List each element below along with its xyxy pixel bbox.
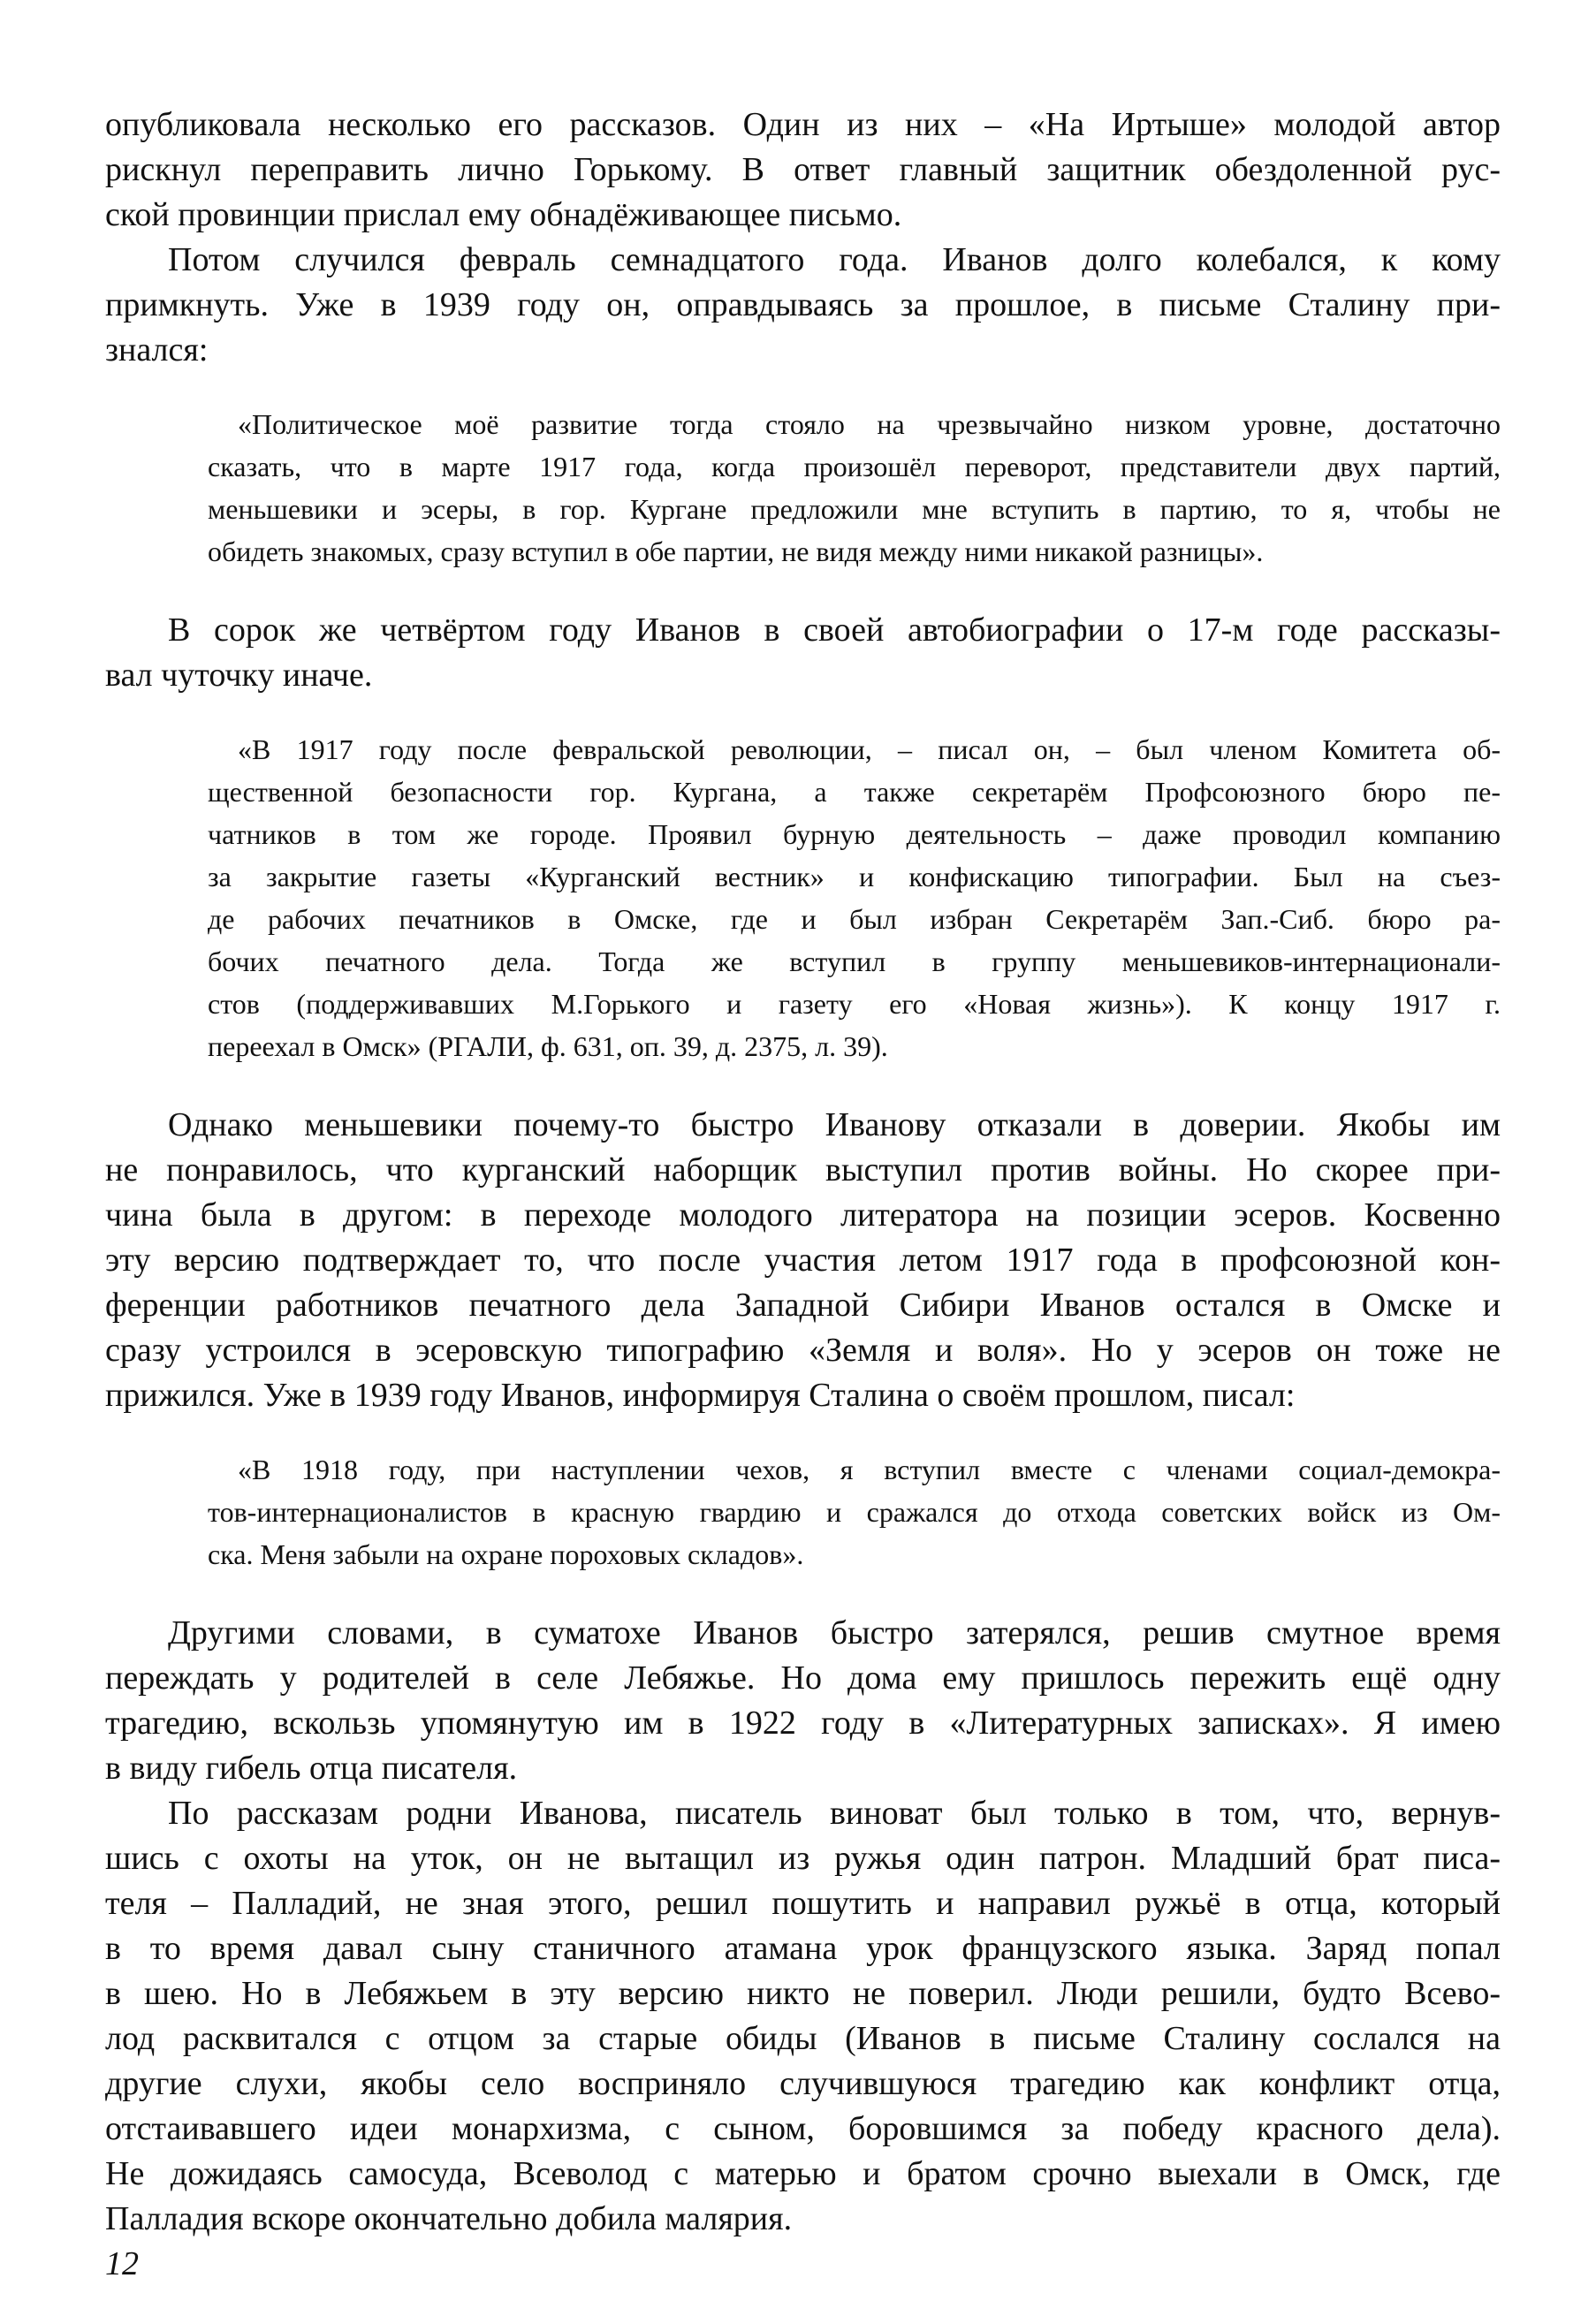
page-number: 12 <box>105 2245 139 2282</box>
paragraph <box>105 103 1501 238</box>
text-line: не понравилось, что курганский наборщик выступил против войны. Но скорее при- <box>105 1151 1501 1188</box>
text-line: в то время давал сыну станичного атамана урок французского языка. Заряд попал <box>105 1930 1501 1967</box>
text-line: чина была в другом: в переходе молодого литератора на позиции эсеров. Косвенно <box>105 1196 1501 1234</box>
text-line: Не дожидаясь самосуда, Всеволод с матерью и братом срочно выехали в Омск, где <box>105 2155 1501 2192</box>
text-line: переехал в Омск» (РГАЛИ, ф. 631, оп. 39, д. 2375, л. 39). <box>208 1030 888 1062</box>
text-line: знался: <box>105 331 209 368</box>
text-line: чатников в том же городе. Проявил бурную деятельность – даже проводил компанию <box>208 818 1501 850</box>
paragraph <box>105 238 1501 373</box>
paragraph <box>105 1611 1501 1791</box>
text-line: другие слухи, якобы село восприняло случившуюся трагедию как конфликт отца, <box>105 2065 1501 2102</box>
text-line: опубликовала несколько его рассказов. Один из них – «На Иртыше» молодой автор <box>105 106 1501 143</box>
text-line: трагедию, вскользь упомянутую им в 1922 году в «Литературных записках». Я имею <box>105 1705 1501 1742</box>
text-line: щественной безопасности гор. Кургана, а также секретарём Профсоюзного бюро пе- <box>208 776 1501 808</box>
text-line: Другими словами, в суматохе Иванов быстро затерялся, решив смутное время <box>168 1614 1501 1652</box>
page-body <box>105 103 1501 2242</box>
text-line: «В 1917 году после февральской революции, – писал он, – был членом Комитета об- <box>238 733 1501 765</box>
text-line: шись с охоты на уток, он не вытащил из ружья один патрон. Младший брат писа- <box>105 1840 1501 1877</box>
paragraph <box>105 1103 1501 1418</box>
text-line: рискнул переправить лично Горькому. В ответ главный защитник обездоленной рус- <box>105 151 1501 188</box>
text-line: ска. Меня забыли на охране пороховых складов». <box>208 1538 804 1570</box>
text-line: Однако меньшевики почему-то быстро Иванову отказали в доверии. Якобы им <box>168 1106 1501 1143</box>
text-line: эту версию подтверждает то, что после участия летом 1917 года в профсоюзной кон- <box>105 1242 1501 1279</box>
paragraph <box>105 1791 1501 2242</box>
text-line: лод расквитался с отцом за старые обиды (Иванов в письме Сталину сослался на <box>105 2020 1501 2057</box>
text-line: сказать, что в марте 1917 года, когда произошёл переворот, представители двух партий, <box>208 451 1501 482</box>
text-line: Палладия вскоре окончательно добила малярия. <box>105 2200 793 2237</box>
text-line: переждать у родителей в селе Лебяжье. Но дома ему пришлось пережить ещё одну <box>105 1659 1501 1697</box>
text-line: ской провинции прислал ему обнадёживающее письмо. <box>105 196 902 233</box>
text-line: бочих печатного дела. Тогда же вступил в группу меньшевиков-интернационали- <box>208 945 1501 977</box>
text-line: обидеть знакомых, сразу вступил в обе партии, не видя между ними никакой разницы». <box>208 535 1264 567</box>
text-line: прижился. Уже в 1939 году Иванов, информируя Сталина о своём прошлом, писал: <box>105 1377 1296 1414</box>
text-line: тов-интернационалистов в красную гвардию и сражался до отхода советских войск из Ом- <box>208 1496 1501 1528</box>
block-quote <box>208 1448 1501 1576</box>
text-line: примкнуть. Уже в 1939 году он, оправдываясь за прошлое, в письме Сталину при- <box>105 286 1501 323</box>
text-line: отстаивавшего идеи монархизма, с сыном, боровшимся за победу красного дела). <box>105 2110 1501 2147</box>
text-line: сразу устроился в эсеровскую типографию «Земля и воля». Но у эсеров он тоже не <box>105 1332 1501 1369</box>
text-line: вал чуточку иначе. <box>105 657 373 694</box>
text-line: Потом случился февраль семнадцатого года. Иванов долго колебался, к кому <box>168 241 1501 278</box>
text-line: в шею. Но в Лебяжьем в эту версию никто не поверил. Люди решили, будто Всево- <box>105 1975 1501 2012</box>
text-line: за закрытие газеты «Курганский вестник» и конфискацию типографии. Был на съез- <box>208 861 1501 892</box>
text-line: в виду гибель отца писателя. <box>105 1750 518 1787</box>
block-quote <box>208 728 1501 1067</box>
text-line: По рассказам родни Иванова, писатель виноват был только в том, что, вернув- <box>168 1795 1501 1832</box>
text-line: ференции работников печатного дела Западной Сибири Иванов остался в Омске и <box>105 1287 1501 1324</box>
text-line: «Политическое моё развитие тогда стояло на чрезвычайно низком уровне, достаточно <box>238 408 1501 440</box>
text-line: теля – Палладий, не зная этого, решил пошутить и направил ружьё в отца, который <box>105 1885 1501 1922</box>
text-line: стов (поддерживавших М.Горького и газету его «Новая жизнь»). К концу 1917 г. <box>208 988 1501 1020</box>
block-quote <box>208 403 1501 573</box>
paragraph <box>105 608 1501 698</box>
text-line: В сорок же четвёртом году Иванов в своей автобиографии о 17-м годе рассказы- <box>168 611 1501 649</box>
text-line: «В 1918 году, при наступлении чехов, я вступил вместе с членами социал-демокра- <box>238 1454 1501 1485</box>
text-line: де рабочих печатников в Омске, где и был избран Секретарём Зап.-Сиб. бюро ра- <box>208 903 1501 935</box>
text-line: меньшевики и эсеры, в гор. Кургане предложили мне вступить в партию, то я, чтобы не <box>208 493 1501 525</box>
